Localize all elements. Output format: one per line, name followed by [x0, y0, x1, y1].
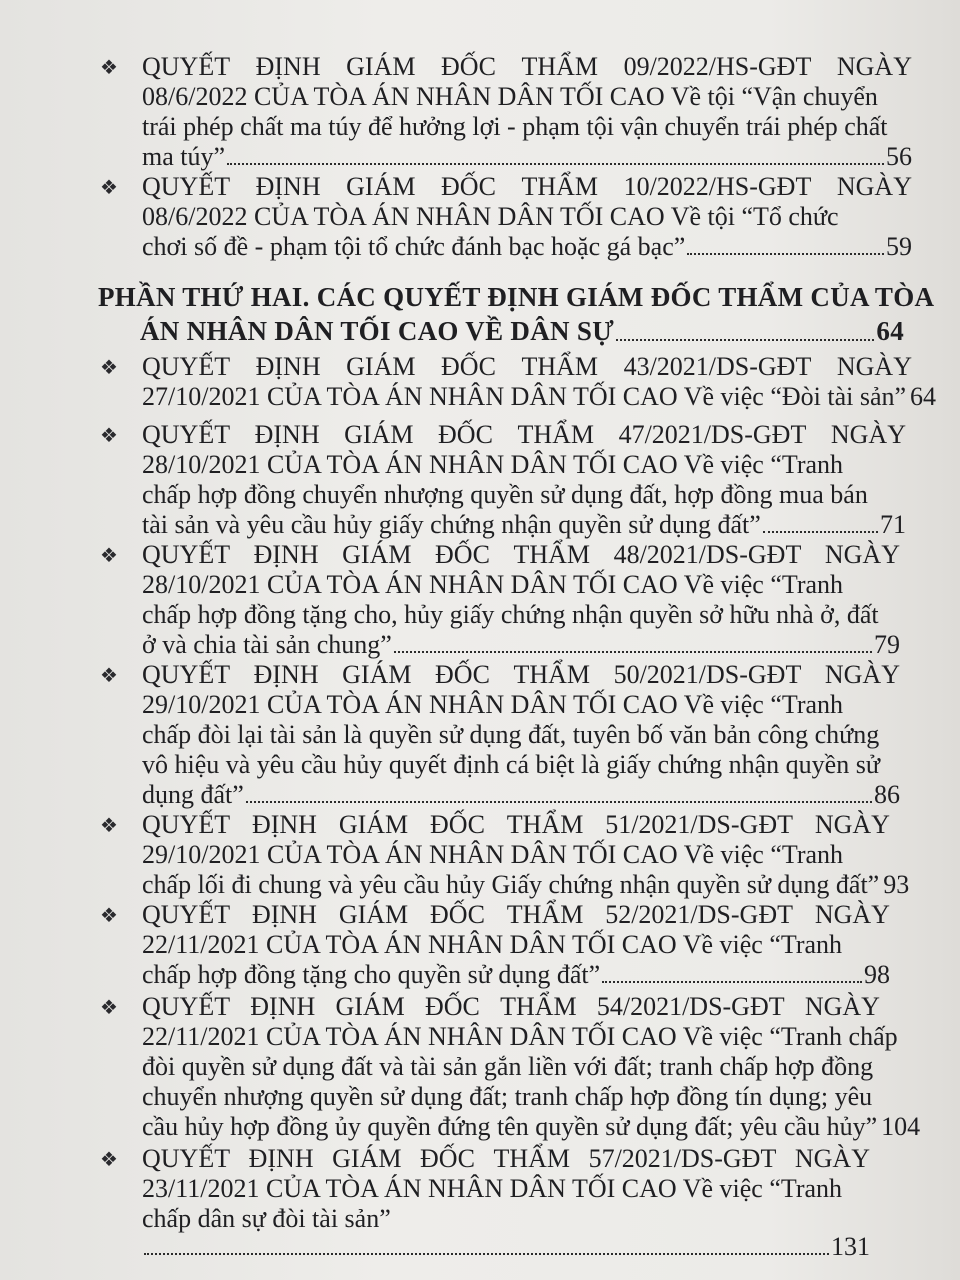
bullet-icon: ❖: [100, 177, 118, 199]
bullet-icon: ❖: [100, 425, 118, 447]
page-number: 86: [874, 780, 900, 809]
entry-text-line: trái phép chất ma túy để hưởng lợi - phạm tội vận chuyển trái phép chất: [142, 112, 888, 141]
page-number: 79: [874, 630, 900, 659]
bullet-icon: ❖: [100, 357, 118, 379]
dot-leader: [616, 339, 874, 341]
bullet-icon: ❖: [100, 545, 118, 567]
entry-leader-line: cầu hủy hợp đồng ủy quyền đứng tên quyền sử dụng đất; yêu cầu hủy” 104: [142, 1112, 921, 1141]
page-number: 93: [883, 870, 910, 899]
entry-text-line: 23/11/2021 CỦA TÒA ÁN NHÂN DÂN TỐI CAO Về việc “Tranh: [142, 1174, 843, 1203]
page-number: 64: [876, 316, 904, 346]
entry-title-line: QUYẾT ĐỊNH GIÁM ĐỐC THẨM 57/2021/DS-GĐT NGÀY: [142, 1144, 870, 1173]
entry-text-line: 29/10/2021 CỦA TÒA ÁN NHÂN DÂN TỐI CAO Về việc “Tranh: [142, 840, 844, 869]
entry-text-line: 08/6/2022 CỦA TÒA ÁN NHÂN DÂN TỐI CAO Về tội “Tổ chức: [142, 202, 839, 231]
entry-leader-line: dụng đất” 86: [142, 780, 900, 809]
bullet-icon: ❖: [100, 1149, 118, 1171]
entry-title-line: QUYẾT ĐỊNH GIÁM ĐỐC THẨM 52/2021/DS-GĐT NGÀY: [142, 900, 890, 929]
page-number: 104: [881, 1112, 921, 1141]
entry-text-line: 22/11/2021 CỦA TÒA ÁN NHÂN DÂN TỐI CAO Về việc “Tranh: [142, 930, 843, 959]
page-number: 71: [880, 510, 906, 539]
toc-entry: [100, 810, 910, 900]
entry-leader-line: tài sản và yêu cầu hủy giấy chứng nhận quyền sử dụng đất” 71: [142, 510, 906, 539]
entry-text-line: 29/10/2021 CỦA TÒA ÁN NHÂN DÂN TỐI CAO Về việc “Tranh: [142, 690, 844, 719]
dot-leader: [687, 253, 884, 255]
entry-title-line: QUYẾT ĐỊNH GIÁM ĐỐC THẨM 09/2022/HS-GĐT NGÀY: [142, 52, 912, 81]
toc-entry: [100, 352, 937, 412]
page-number: 131: [831, 1232, 870, 1261]
dot-leader: [227, 163, 884, 165]
bullet-icon: ❖: [100, 665, 118, 687]
section-heading-leader: ÁN NHÂN DÂN TỐI CAO VỀ DÂN SỰ 64: [140, 316, 904, 346]
bullet-icon: ❖: [100, 905, 118, 927]
toc-entry: [100, 420, 906, 540]
page-number: 64: [910, 382, 937, 411]
entry-leader-line: chấp hợp đồng tặng cho quyền sử dụng đất” 98: [142, 960, 890, 989]
section-heading: [98, 280, 935, 348]
entry-text-line: chấp dân sự đòi tài sản”: [142, 1204, 391, 1233]
bullet-icon: ❖: [100, 997, 118, 1019]
entry-title-line: QUYẾT ĐỊNH GIÁM ĐỐC THẨM 50/2021/DS-GĐT NGÀY: [142, 660, 900, 689]
dot-leader: [763, 531, 878, 533]
page-number: 56: [886, 142, 912, 171]
toc-entry: [100, 992, 921, 1142]
toc-entry: [100, 1144, 870, 1262]
toc-entry: [100, 540, 900, 660]
entry-text-line: chấp hợp đồng chuyển nhượng quyền sử dụng đất, hợp đồng mua bán: [142, 480, 868, 509]
entry-text-line: 28/10/2021 CỦA TÒA ÁN NHÂN DÂN TỐI CAO Về việc “Tranh: [142, 450, 844, 479]
toc-entry: [100, 660, 900, 810]
entry-leader-line: 27/10/2021 CỦA TÒA ÁN NHÂN DÂN TỐI CAO Về việc “Đòi tài sản” 64: [142, 382, 937, 411]
entry-leader-line: [100, 1232, 870, 1262]
entry-title-line: QUYẾT ĐỊNH GIÁM ĐỐC THẨM 47/2021/DS-GĐT NGÀY: [142, 420, 906, 449]
entry-text-line: vô hiệu và yêu cầu hủy quyết định cá biệt là giấy chứng nhận quyền sử: [142, 750, 880, 779]
entry-text-line: 28/10/2021 CỦA TÒA ÁN NHÂN DÂN TỐI CAO Về việc “Tranh: [142, 570, 844, 599]
toc-entry: [100, 172, 912, 262]
toc-entry: [100, 900, 890, 990]
toc-entry: [100, 52, 912, 172]
entry-text-line: chấp hợp đồng tặng cho, hủy giấy chứng nhận quyền sở hữu nhà ở, đất: [142, 600, 879, 629]
entry-title-line: QUYẾT ĐỊNH GIÁM ĐỐC THẨM 51/2021/DS-GĐT NGÀY: [142, 810, 890, 839]
entry-text-line: chuyển nhượng quyền sử dụng đất; tranh chấp hợp đồng tín dụng; yêu: [142, 1082, 873, 1111]
page-number: 98: [864, 960, 890, 989]
entry-leader-line: chơi số đề - phạm tội tổ chức đánh bạc hoặc gá bạc” 59: [142, 232, 912, 261]
entry-leader-line: ma túy” 56: [142, 142, 912, 171]
entry-title-line: QUYẾT ĐỊNH GIÁM ĐỐC THẨM 10/2022/HS-GĐT NGÀY: [142, 172, 912, 201]
entry-text-line: 08/6/2022 CỦA TÒA ÁN NHÂN DÂN TỐI CAO Về tội “Vận chuyển: [142, 82, 878, 111]
page-number: 59: [886, 232, 912, 261]
entry-leader-line: ở và chia tài sản chung” 79: [142, 630, 900, 659]
entry-title-line: QUYẾT ĐỊNH GIÁM ĐỐC THẨM 54/2021/DS-GĐT NGÀY: [142, 992, 880, 1021]
section-heading-line: PHẦN THỨ HAI. CÁC QUYẾT ĐỊNH GIÁM ĐỐC THẨM CỦA TÒA: [98, 282, 935, 312]
dot-leader: [246, 801, 872, 803]
entry-text-line: chấp đòi lại tài sản là quyền sử dụng đất, tuyên bố văn bản công chứng: [142, 720, 880, 749]
bullet-icon: ❖: [100, 57, 118, 79]
dot-leader: [602, 981, 862, 983]
entry-title-line: QUYẾT ĐỊNH GIÁM ĐỐC THẨM 48/2021/DS-GĐT NGÀY: [142, 540, 900, 569]
entry-leader-line: chấp lối đi chung và yêu cầu hủy Giấy chứng nhận quyền sử dụng đất” 93: [142, 870, 910, 899]
entry-title-line: QUYẾT ĐỊNH GIÁM ĐỐC THẨM 43/2021/DS-GĐT NGÀY: [142, 352, 912, 381]
dot-leader: [394, 651, 872, 653]
bullet-icon: ❖: [100, 815, 118, 837]
dot-leader: [144, 1253, 829, 1255]
entry-text-line: đòi quyền sử dụng đất và tài sản gắn liền với đất; tranh chấp hợp đồng: [142, 1052, 874, 1081]
entry-text-line: 22/11/2021 CỦA TÒA ÁN NHÂN DÂN TỐI CAO Về việc “Tranh chấp: [142, 1022, 898, 1051]
